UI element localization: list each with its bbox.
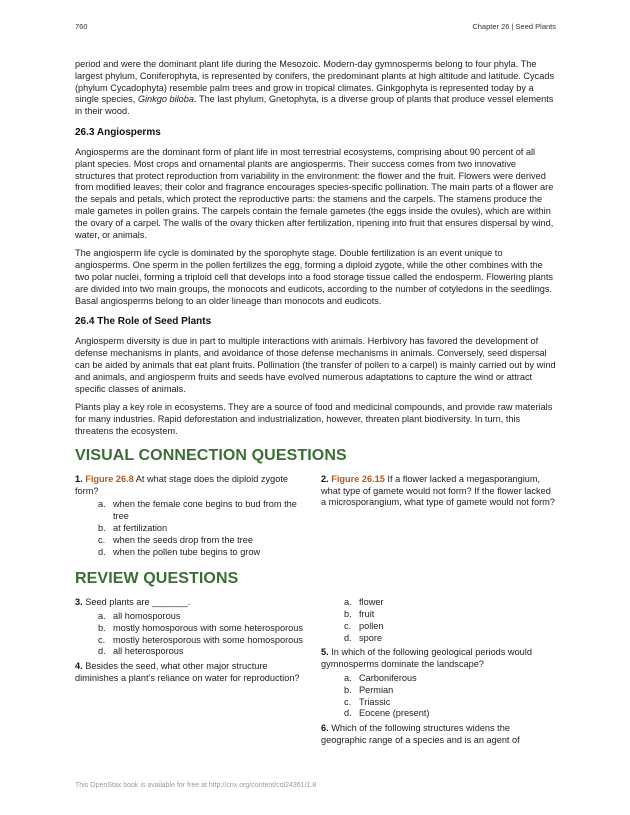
question-4: 4. Besides the seed, what other major structure diminishes a plant’s reliance on water for reproduction? [75,661,300,684]
question-column-right [321,597,556,749]
visual-connection-questions [75,474,556,562]
review-questions [75,597,556,749]
question-5: 5. In which of the following geological periods would gymnosperms dominate the landscape? [321,647,532,670]
answer-option: b. at fertilization [98,522,168,533]
question-3: 3. Seed plants are _______. [75,597,191,608]
answer-option: b. fruit [344,609,375,620]
answer-option: a. when the female cone begins to bud from the tree [98,499,297,522]
answer-option: d. Eocene (present) [344,708,430,719]
answer-option: d. spore [344,632,382,643]
paragraph: The angiosperm life cycle is dominated by the sporophyte stage. Double fertilization is an event unique to angiosperms. One sperm in the pollen fertilizes the egg, forming a diploid zygote, while the other combines with the two polar nuclei, forming a triploid cell that develops into a food storage tissue called the endosperm. Flowering plants are divided into two main groups, the monocots and eudicots, according to the number of cotyledons in the seedlings. Basal angiosperms belong to an older lineage than monocots and eudicots. [75,248,554,306]
page-content [75,59,556,749]
answer-option: d. when the pollen tube begins to grow [98,546,261,557]
question-column-left [75,474,310,562]
answer-option: c. when the seeds drop from the tree [98,534,253,545]
answer-options [75,611,310,658]
paragraph: Angiosperms are the dominant form of plant life in most terrestrial ecosystems, comprising about 90 percent of all plant species. Most crops and ornamental plants are angiosperms. Their success comes from two innovative structures that protect reproduction from variability in the environment: the flower and the fruit. Flowers were derived from modified leaves; their color and fragrance encourages species-specific pollination. The main parts of a flower are the sepals and petals, which protect the reproductive parts: the stamens and the carpels. The stamens produce the male gametes in pollen grains. The carpels contain the female gametes (the eggs inside the ovules), which are within the ovary of a carpel. The walls of the ovary thicken after fertilization, ripening into fruit that ensures dispersal by wind, water, or animals. [75,146,554,240]
section-heading-26-3: 26.3 Angiosperms [75,126,161,138]
visual-connection-heading: VISUAL CONNECTION QUESTIONS [75,446,347,464]
question-1: 1. Figure 26.8 At what stage does the diploid zygote form? [75,473,288,496]
question-6: 6. Which of the following structures widens the geographic range of a species and is an agent of [321,723,520,746]
paragraph: Angiosperm diversity is due in part to multiple interactions with animals. Herbivory has favored the development of defense mechanisms in plants, and avoidance of those defense mechanisms in animals. Conversely, seed dispersal can be aided by animals that eat plant fruits. Pollination (the transfer of pollen to a carpel) is mainly carried out by wind and animals, and angiosperm fruits and seeds have evolved numerous adaptations to capture the wind or attract specific classes of animals. [75,336,556,394]
answer-option: c. Triassic [344,696,391,707]
chapter-title: Chapter 26 | Seed Plants [472,22,556,31]
question-column-left [75,597,310,749]
answer-option: a. Carboniferous [344,673,417,684]
intro-paragraph: period and were the dominant plant life during the Mesozoic. Modern-day gymnosperms belong to four phyla. The largest phylum, Coniferophyta, is represented by conifers, the predominant plants at high altitude and latitude. Cycads (phylum Cycadophyta) resemble palm trees and grow in tropical climates. Ginkgophyta is represented today by a single species, Ginkgo biloba. The last phylum, Gnetophyta, is a diverse group of plants that produce vessel elements in their wood. [75,59,555,117]
answer-option: c. pollen [344,620,384,631]
answer-option: b. Permian [344,684,394,695]
review-questions-heading: REVIEW QUESTIONS [75,570,239,588]
answer-options [321,673,556,720]
section-heading-26-4: 26.4 The Role of Seed Plants [75,316,212,328]
answer-option: a. all homosporous [98,611,181,622]
figure-link[interactable]: Figure 26.8 [85,473,134,484]
question-2: 2. Figure 26.15 If a flower lacked a megasporangium, what type of gamete would not form? If the flower lacked a microsporangium, what type of gamete would not form? [321,473,555,508]
question-column-right [321,474,556,562]
answer-option: b. mostly homosporous with some heterosporous [98,622,303,633]
paragraph: Plants play a key role in ecosystems. They are a source of food and medicinal compounds, and provide raw materials for many industries. Rapid deforestation and industrialization, however, threaten plant biodiversity. In turn, this threatens the ecosystem. [75,402,553,436]
answer-option: d. all heterosporous [98,646,184,657]
answer-options [75,499,310,558]
answer-options [321,597,556,644]
answer-option: c. mostly heterosporous with some homosporous [98,634,303,645]
species-name: Ginkgo biloba [137,94,195,105]
page-number: 760 [75,22,88,31]
answer-option: a. flower [344,597,384,608]
figure-link[interactable]: Figure 26.15 [331,473,385,484]
page-footer: This OpenStax book is available for free at http://cnx.org/content/col24361/1.8 [75,782,317,789]
